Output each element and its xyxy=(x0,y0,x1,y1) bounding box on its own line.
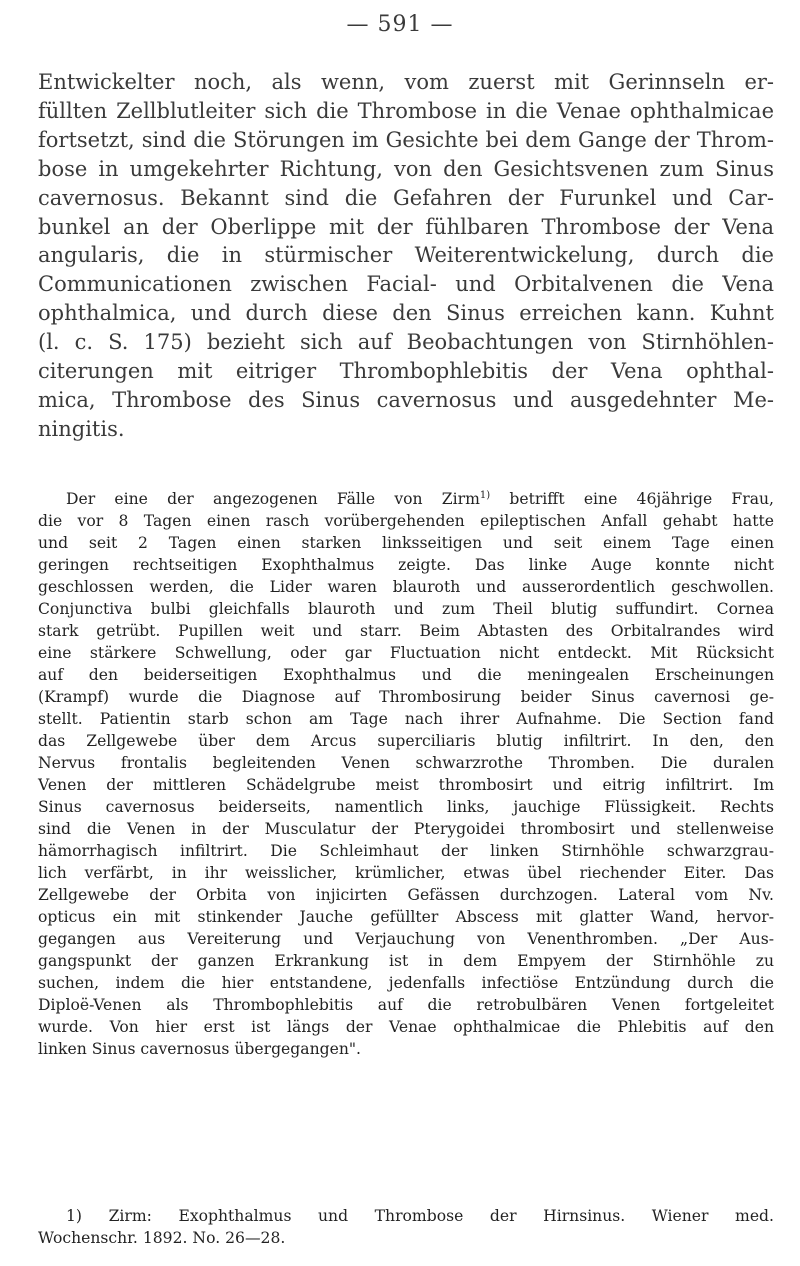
text-line: lich verfärbt, in ihr weisslicher, krümlicher, etwas übel riechender Eiter. Das xyxy=(38,864,774,882)
text-line: suchen, indem die hier entstandene, jedenfalls infectiöse Entzündung durch die xyxy=(38,974,774,992)
text-line: opticus ein mit stinkender Jauche gefüllter Abscess mit glatter Wand, hervor- xyxy=(38,908,774,926)
text-line: Sinus cavernosus beiderseits, namentlich links, jauchige Flüssigkeit. Rechts xyxy=(38,798,774,816)
text-line: auf den beiderseitigen Exophthalmus und die meningealen Erscheinungen xyxy=(38,666,774,684)
text-line: Nervus frontalis begleitenden Venen schwarzrothe Thromben. Die duralen xyxy=(38,754,774,772)
case-report-first-line xyxy=(38,488,774,510)
case-report xyxy=(38,488,774,1060)
text-line: Diploë-Venen als Thrombophlebitis auf die retrobulbären Venen fortgeleitet xyxy=(38,996,774,1014)
text-line: (Krampf) wurde die Diagnose auf Thrombosirung beider Sinus cavernosi ge- xyxy=(38,688,774,706)
case-report-lead: Der eine der angezogenen Fälle von Zirm xyxy=(66,490,480,508)
text-line: fortsetzt, sind die Störungen im Gesichte bei dem Gange der Throm- xyxy=(38,127,774,152)
page-number: — 591 — xyxy=(346,12,454,37)
text-line: bose in umgekehrter Richtung, von den Gesichtsvenen zum Sinus xyxy=(38,156,774,181)
text-line: gangspunkt der ganzen Erkrankung ist in dem Empyem der Stirnhöhle zu xyxy=(38,952,774,970)
text-line: mica, Thrombose des Sinus cavernosus und ausgedehnter Me- xyxy=(38,387,774,412)
text-line: eine stärkere Schwellung, oder gar Fluctuation nicht entdeckt. Mit Rücksicht xyxy=(38,644,774,662)
text-line: füllten Zellblutleiter sich die Thrombose in die Venae ophthalmicae xyxy=(38,98,774,123)
text-line: linken Sinus cavernosus übergegangen". xyxy=(38,1040,361,1058)
text-line: bunkel an der Oberlippe mit der fühlbaren Thrombose der Vena xyxy=(38,214,774,239)
text-line: die vor 8 Tagen einen rasch vorübergehenden epileptischen Anfall gehabt hatte xyxy=(38,512,774,530)
text-line: gegangen aus Vereiterung und Verjauchung von Venenthromben. „Der Aus- xyxy=(38,930,774,948)
footnote xyxy=(38,1205,774,1249)
text-line: citerungen mit eitriger Thrombophlebitis der Vena ophthal- xyxy=(38,359,774,384)
text-line: Conjunctiva bulbi gleichfalls blauroth und zum Theil blutig suffundirt. Cornea xyxy=(38,600,774,618)
text-line: angularis, die in stürmischer Weiterentwickelung, durch die xyxy=(38,243,774,268)
footnote-line: 1) Zirm: Exophthalmus und Thrombose der Hirnsinus. Wiener med. xyxy=(66,1207,774,1225)
text-line: sind die Venen in der Musculatur der Pterygoidei thrombosirt und stellenweise xyxy=(38,820,774,838)
footnote-line: Wochenschr. 1892. No. 26—28. xyxy=(38,1229,286,1247)
text-line: das Zellgewebe über dem Arcus superciliaris blutig infiltrirt. In den, den xyxy=(38,732,774,750)
text-line: wurde. Von hier erst ist längs der Venae ophthalmicae die Phlebitis auf den xyxy=(38,1018,774,1036)
footnote-reference: 1) xyxy=(479,489,491,501)
text-line: cavernosus. Bekannt sind die Gefahren der Furunkel und Car- xyxy=(38,185,774,210)
text-line: Zellgewebe der Orbita von injicirten Gefässen durchzogen. Lateral vom Nv. xyxy=(38,886,774,904)
main-paragraph xyxy=(38,68,774,444)
text-line: und seit 2 Tagen einen starken linksseitigen und seit einem Tage einen xyxy=(38,534,774,552)
case-report-lead-rest: betrifft eine 46jährige Frau, xyxy=(490,490,774,508)
text-line: geschlossen werden, die Lider waren blauroth und ausserordentlich geschwollen. xyxy=(38,578,774,596)
text-line: stellt. Patientin starb schon am Tage nach ihrer Aufnahme. Die Section fand xyxy=(38,710,774,728)
text-line: (l. c. S. 175) bezieht sich auf Beobachtungen von Stirnhöhlen- xyxy=(38,330,774,355)
text-line: ophthalmica, und durch diese den Sinus erreichen kann. Kuhnt xyxy=(38,301,774,326)
text-line: Venen der mittleren Schädelgrube meist thrombosirt und eitrig infiltrirt. Im xyxy=(38,776,774,794)
text-line: ningitis. xyxy=(38,416,125,441)
text-line: stark getrübt. Pupillen weit und starr. Beim Abtasten des Orbitalrandes wird xyxy=(38,622,774,640)
text-line: Entwickelter noch, als wenn, vom zuerst mit Gerinnseln er- xyxy=(38,70,774,94)
text-line: Communicationen zwischen Facial- und Orbitalvenen die Vena xyxy=(38,272,774,297)
text-line: geringen rechtseitigen Exophthalmus zeigte. Das linke Auge konnte nicht xyxy=(38,556,774,574)
text-line: hämorrhagisch infiltrirt. Die Schleimhaut der linken Stirnhöhle schwarzgrau- xyxy=(38,842,774,860)
